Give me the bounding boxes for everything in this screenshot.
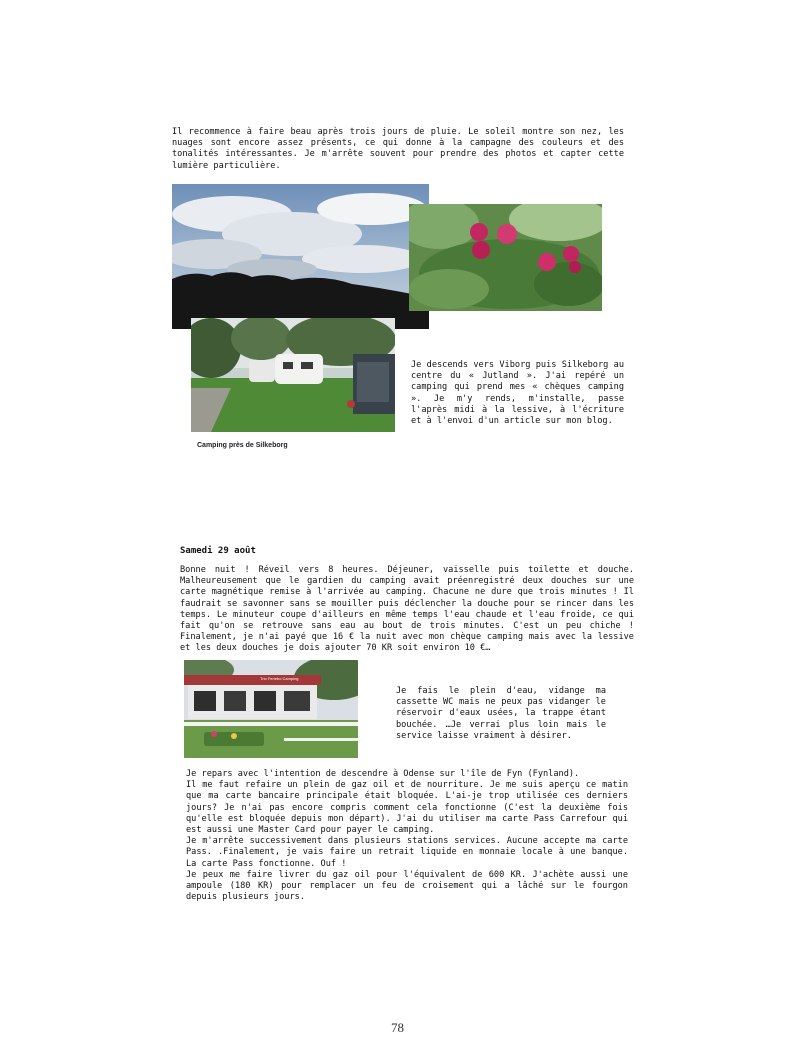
service-paragraph: Je fais le plein d'eau, vidange ma cassette WC mais ne peux pas vidanger le réservoir d'eaux usées, la trappe étant bouchée. …Je verrai plus loin mais le service laisse vraiment à désirer. (396, 686, 606, 741)
campsite-photo (191, 318, 395, 432)
saturday-heading: Samedi 29 août (180, 546, 256, 556)
sky-landscape-photo (172, 184, 429, 329)
departure-section (186, 769, 628, 903)
saturday-paragraph: Bonne nuit ! Réveil vers 8 heures. Déjeuner, vaisselle puis toilette et douche. Malheureusement que le gardien du camping avait préenregistré deux douches sur une carte magnétique remise à l'arrivée au camping. Chacune ne dure que trois minutes ! Il faudrait se savonner sans se mouiller puis déclencher la douche pour se rincer dans les temps. Le minuteur coupe d'ailleurs en même temps l'eau chaude et l'eau froide, ce qui fait qu'on se retrouve sans eau au bout de trois minutes. C'est un peu chiche ! Finalement, je n'ai payé que 16 € la nuit avec mon chèque camping mais avec la lessive et les deux douches je dois ajouter 70 KR soit environ 10 €… (180, 565, 634, 654)
intro-paragraph: Il recommence à faire beau après trois jours de pluie. Le soleil montre son nez, les nuages sont encore assez présents, ce qui donne à la campagne des couleurs et des tonalités intéressantes. Je m'arrête souvent pour prendre des photos et capter cette lumière particulière. (172, 127, 624, 171)
departure-line: Il me faut refaire un plein de gaz oil et de nourriture. Je me suis aperçu ce matin que ma carte bancaire principale était bloquée. L'ai-je trop utilisée ces derniers jours? Je n'ai pas encore compris comment cela fonctionne (C'est la deuxième fois qu'elle est bloquée depuis mon départ). J'ai du utiliser ma carte Pass Carrefour qui est aussi une Master Card pour payer le camping. (186, 780, 628, 836)
camping-paragraph: Je descends vers Viborg puis Silkeborg au centre du « Jutland ». J'ai repéré un camping qui prend mes « chèques camping ». Je m'y rends, m'installe, passe l'après midi à la lessive, à l'écriture et à l'envoi d'un article sur mon blog. (411, 360, 624, 427)
campsite-caption: Camping près de Silkeborg (197, 442, 288, 449)
page-number: 78 (391, 1020, 404, 1035)
service-area-photo (184, 660, 358, 758)
pink-roses-photo (409, 204, 602, 311)
departure-line: Je peux me faire livrer du gaz oil pour l'équivalent de 600 KR. J'achète aussi une ampoule (180 KR) pour remplacer un feu de croisement qui a lâché sur le fourgon depuis plusieurs jours. (186, 869, 628, 903)
service-area-sign: Trio Feriebo Camping (260, 676, 299, 681)
departure-line: Je m'arrête successivement dans plusieurs stations services. Aucune accepte ma carte Pass. .Finalement, je vais faire un retrait liquide en monnaie locale à une banque. La carte Pass fonctionne. Ouf ! (186, 836, 628, 869)
departure-line: Je repars avec l'intention de descendre à Odense sur l'île de Fyn (Fynland). (186, 769, 580, 779)
